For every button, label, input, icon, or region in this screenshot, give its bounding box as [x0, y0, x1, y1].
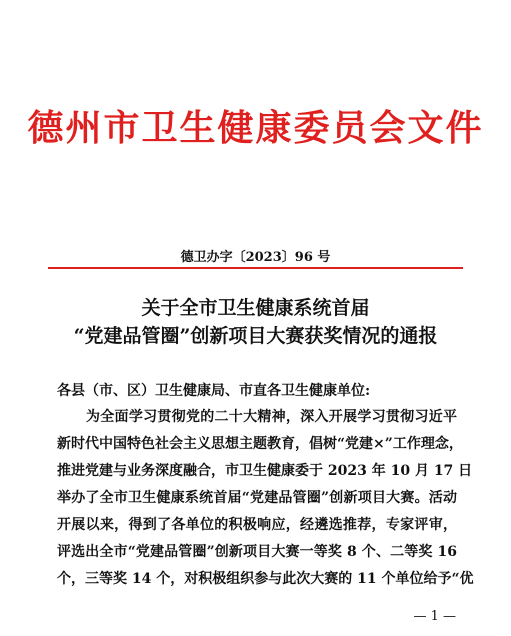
body-paragraph-line: 开展以来，得到了各单位的积极响应，经遴选推荐，专家评审，	[57, 517, 457, 533]
document-title-line-1: 关于全市卫生健康系统首届	[141, 297, 370, 319]
document-title-line-2: “党建品管圈”创新项目大赛获奖情况的通报	[73, 325, 438, 347]
issuing-authority-header: 德州市卫生健康委员会文件	[27, 107, 484, 149]
body-paragraph-line: 评选出全市“党建品管圈”创新项目大赛一等奖 8 个、二等奖 16	[57, 544, 457, 560]
body-paragraph-line: 为全面学习贯彻党的二十大精神，深入开展学习贯彻习近平	[86, 409, 457, 425]
body-paragraph-line: 推进党建与业务深度融合，市卫生健康委于 2023 年 10 月 17 日	[57, 463, 473, 479]
salutation: 各县（市、区）卫生健康局、市直各卫生健康单位:	[57, 383, 371, 399]
body-paragraph-line: 新时代中国特色社会主义思想主题教育，倡树“党建×”工作理念，	[57, 436, 463, 452]
body-paragraph-line: 举办了全市卫生健康系统首届“党建品管圈”创新项目大赛。活动	[57, 490, 457, 506]
page-number: — 1 —	[413, 609, 456, 624]
body-paragraph-line: 个，三等奖 14 个，对积极组织参与此次大赛的 11 个单位给予“优	[57, 571, 474, 587]
red-separator-rule	[48, 267, 463, 269]
document-number: 德卫办字〔2023〕96 号	[180, 250, 331, 265]
